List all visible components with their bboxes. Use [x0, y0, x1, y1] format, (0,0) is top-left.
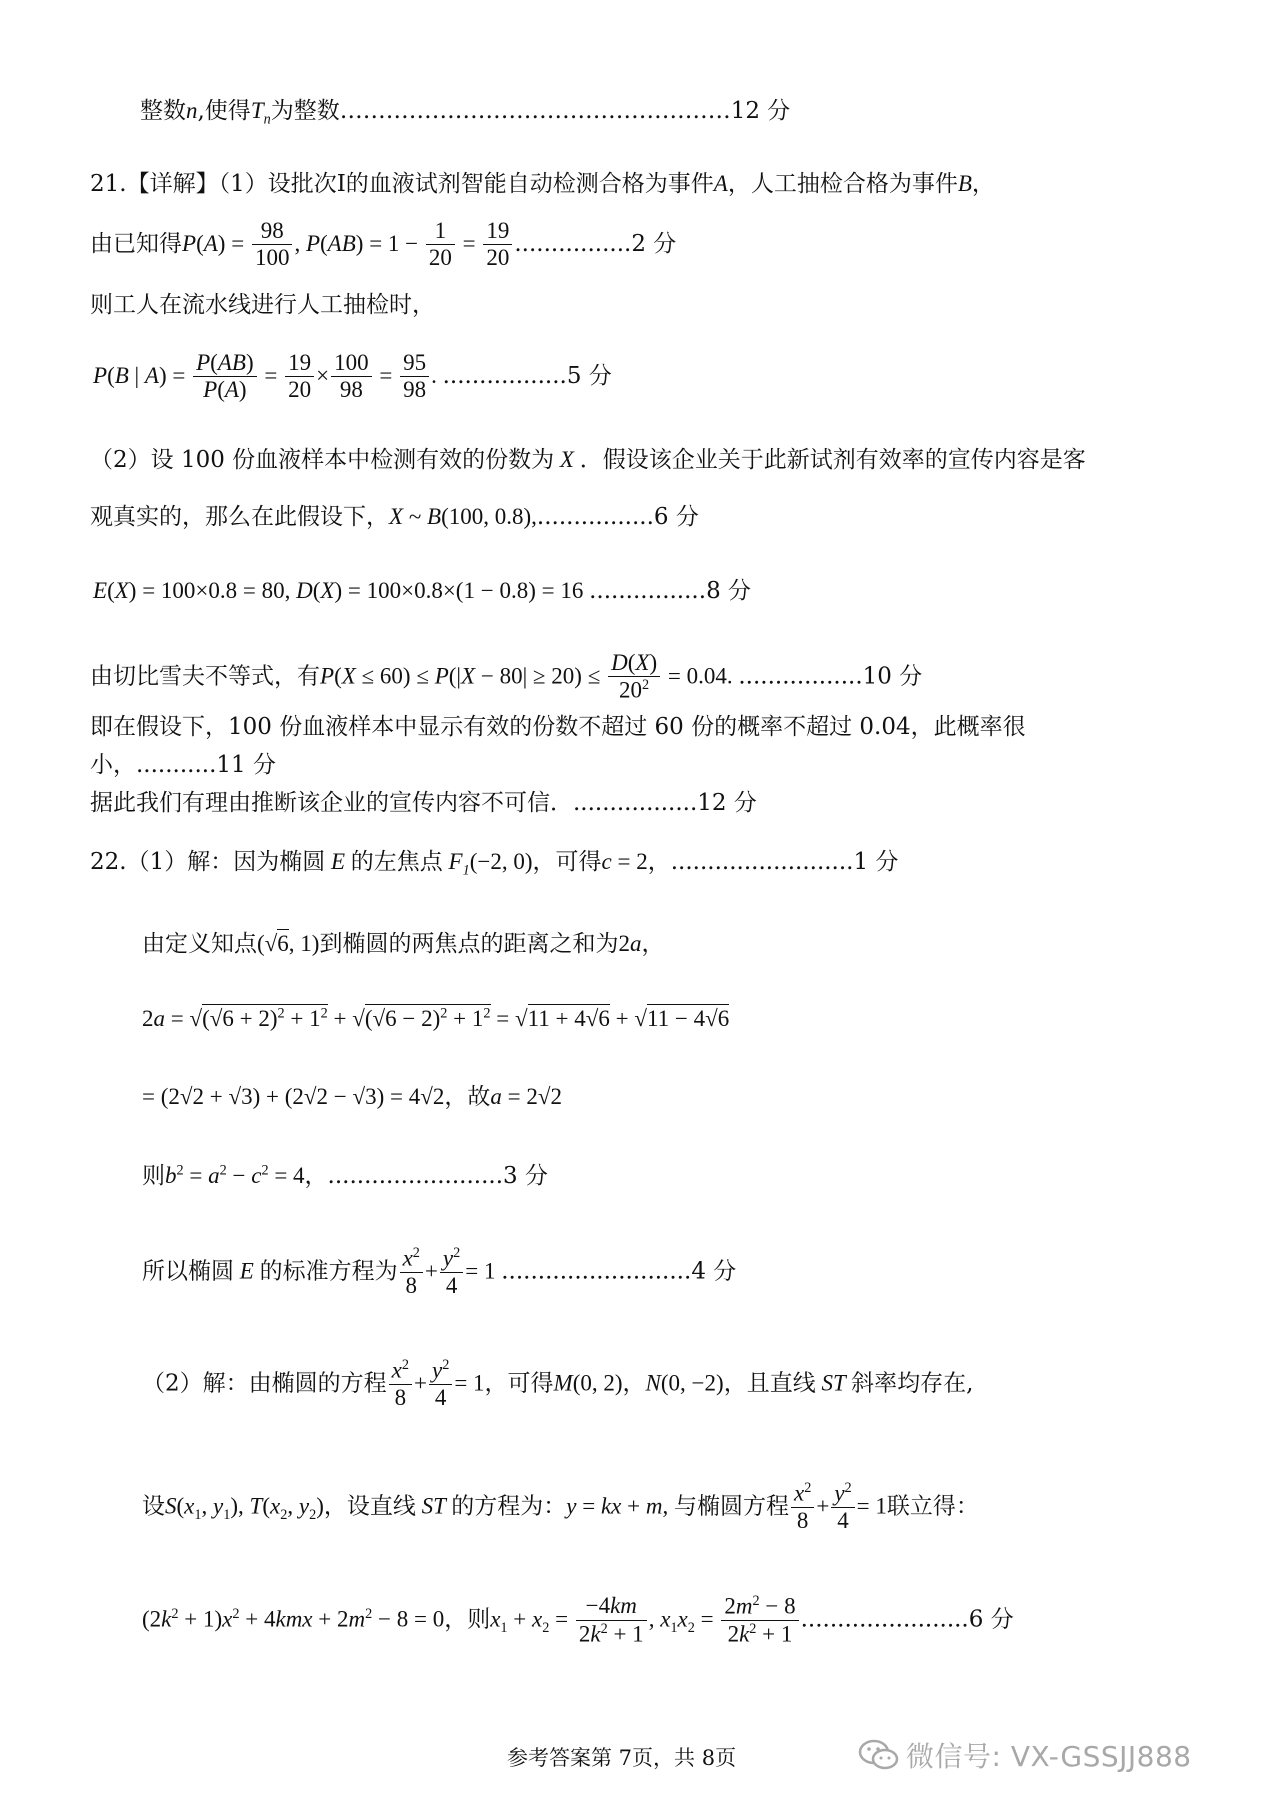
text: 的左焦点 [350, 849, 443, 875]
top-line: 整数n,使得$T_n$为整数……………………………………………12 分 [140, 98, 791, 128]
watermark-text: 微信号: VX-GSSJJ888 [906, 1740, 1192, 1773]
q22-line7: （2）解：由椭圆的方程 $\frac{x^2}{8}$ + $\frac{y^2}{4}$ = 1，可得M(0, 2)，N(0, −2)，且直线 ST 斜率均存在, [142, 1357, 974, 1411]
text: 由已知得 [90, 230, 182, 257]
q22-line3: $2a = √(√6 + 2)^2 + 1^2 + √(√6 - 2)^2 + 1^2 = √11 + 4√6 + √11 - 4√6$ [142, 1005, 730, 1031]
text: 斜率均存在, [851, 1370, 974, 1397]
text: 联立得： [886, 1493, 979, 1520]
q21-line4: P(B | A) = $\frac{P(AB)}{P(A)}$ = $\frac{19}{20}$ × $\frac{100}{98}$ = $\frac{95}{98}$ . .................5 分 [93, 350, 612, 403]
text: 由切比雪夫不等式，有 [90, 663, 320, 690]
score: 8 分 [706, 578, 752, 604]
q21-line3: 则工人在流水线进行人工抽检时， [90, 292, 435, 318]
text: 所以椭圆 [142, 1258, 234, 1285]
dots: ................. [442, 362, 567, 389]
text: ，可得 [532, 849, 602, 875]
score: 3 分 [503, 1163, 548, 1189]
q21-line5: （2）设 100 份血液样本中检测有效的份数为 X ．假设该企业关于此新试剂有效率的宣传内容是客 [90, 447, 1086, 473]
q22-line9: $(2k^2 + 1)x^2 + 4kmx + 2m^2 - 8 = 0$，则$x_1 + x_2$ = $\frac{-4km}{2k^2 + 1}$ , $x_1x_2$ = $\frac{2m^2 - 8}{2k^2 + 1}$ .......................6 分 [142, 1593, 1014, 1647]
text: 由定义知点 [142, 931, 257, 957]
wechat-icon [858, 1738, 900, 1772]
text: ，设直线 [323, 1493, 416, 1520]
score: 6 分 [653, 504, 699, 530]
dots: ，......................... [647, 849, 854, 875]
dots: ，........................ [304, 1163, 504, 1189]
dots: .......................... [501, 1258, 692, 1285]
text: ，故 [444, 1084, 491, 1110]
q22-line2: 由定义知点(√6, 1)到椭圆的两焦点的距离之和为2a， [142, 931, 665, 957]
text: 22.（1）解：因为椭圆 [90, 849, 326, 875]
q22-line4: = (2√2 + √3) + (2√2 − √3) = 4√2，故a = 2√2 [142, 1084, 562, 1110]
score: 4 分 [691, 1258, 737, 1285]
text: 的方程为： [451, 1493, 567, 1520]
score: 5 分 [566, 362, 612, 389]
page-footer: 参考答案第 7页，共 8页 [507, 1746, 737, 1770]
q21-line9: 即在假设下，100 份血液样本中显示有效的份数不超过 60 份的概率不超过 0.04，此概率很 [90, 714, 1026, 740]
event-a: A [713, 171, 728, 196]
q22-line6: 所以椭圆 E 的标准方程为 $\frac{x^2}{8}$ + $\frac{y^2}{4}$ = 1 ..........................4 分 [142, 1245, 737, 1299]
score: 1 分 [853, 849, 899, 875]
dots: ................. [738, 663, 863, 690]
text: 整数 [140, 98, 186, 124]
text: 21.【详解】（1）设批次I的血液试剂智能自动检测合格为事件 [90, 171, 714, 197]
q21-line7: E(X) = 100×0.8 = 80, D(X) = 100×0.8×(1 − 0.8) = 16 ................8 分 [93, 578, 752, 604]
q21-line6: 观真实的，那么在此假设下，X ~ B(100, 0.8),................6 分 [90, 504, 699, 530]
q22-line8: 设$S(x_1$, $y_1$), $T(x_2$, $y_2$)，设直线 ST 的方程为：y = kx + m, 与椭圆方程 $\frac{x^2}{8}$ + $\frac{y^2}{4}$ = 1联立得： [142, 1480, 979, 1534]
text: ，可得 [484, 1370, 554, 1397]
text: 与椭圆方程 [673, 1493, 789, 1520]
dots: …………………………………………… [339, 98, 731, 124]
q21-line2: 由已知得P(A) = $\frac{98}{100}$ , P(AB) = 1 − $\frac{1}{20}$ = $\frac{19}{20}$ ................2 分 [90, 218, 677, 271]
text: ．假设该企业关于此新试剂有效率的宣传内容是客 [579, 447, 1086, 473]
score: 10 分 [862, 663, 923, 690]
dots: ................ [514, 230, 632, 257]
text: 到椭圆的两焦点的距离之和为 [319, 931, 619, 957]
q22-line5: 则$b^2 = a^2 - c^2 = 4$，........................3 分 [142, 1162, 548, 1189]
text: 的标准方程为 [259, 1258, 398, 1285]
text: 设 [142, 1493, 165, 1520]
score: 12 分 [730, 98, 791, 124]
dots: ................ [536, 504, 654, 530]
event-b: B [957, 171, 972, 196]
q21-heading [90, 170, 995, 199]
text: 观真实的，那么在此假设下， [90, 504, 389, 530]
text: ，则 [444, 1606, 491, 1633]
text: 为整数 [270, 98, 340, 124]
text: （2）设 100 份血液样本中检测有效的份数为 [90, 447, 555, 473]
text: ,使得 [197, 98, 251, 124]
score: 2 分 [631, 230, 677, 257]
q21-line10: 小，...........11 分 [90, 752, 276, 778]
text: （2）解：由椭圆的方程 [142, 1370, 387, 1397]
text: ，且直线 [723, 1370, 816, 1397]
watermark [858, 1735, 1192, 1775]
q21-line11: 据此我们有理由推断该企业的宣传内容不可信．.................12 分 [90, 790, 757, 816]
q21-line8: 由切比雪夫不等式，有P(X ≤ 60) ≤ P(|X − 80| ≥ 20) ≤ $\frac{D(X)}{20^2}$ = 0.04. .................10 分 [90, 650, 923, 704]
dots: ....................... [800, 1606, 969, 1633]
score: 6 分 [968, 1606, 1014, 1633]
text: ，人工抽检合格为事件 [727, 171, 958, 197]
dots: ................ [589, 578, 707, 604]
text: ， [971, 171, 995, 197]
text: 则 [142, 1163, 165, 1189]
q22-line1: 22.（1）解：因为椭圆 E 的左焦点 $F_1(-2$, 0)，可得c = 2，.........................1 分 [90, 849, 899, 879]
